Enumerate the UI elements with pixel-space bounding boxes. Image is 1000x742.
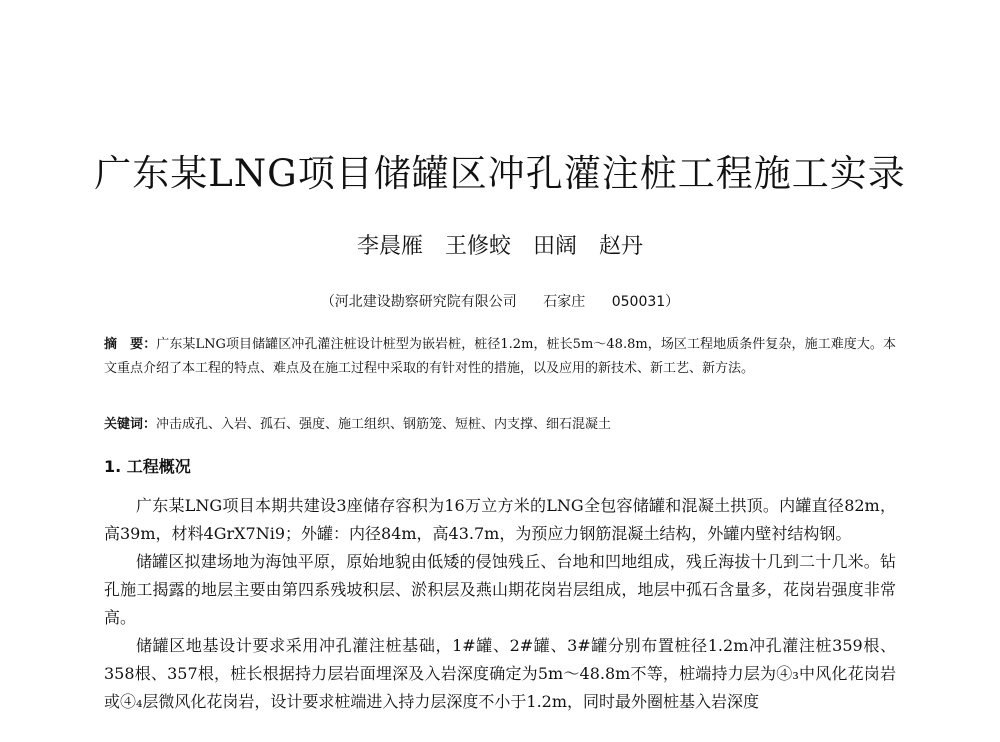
body-paragraph: 广东某LNG项目本期共建设3座储存容积为16万立方米的LNG全包容储罐和混凝土拱顶。内罐直径82m，高39m，材料4GrX7Ni9；外罐：内径84m，高43.7m，为预应力钢筋混凝土结构，外罐内壁衬结构钢。 <box>104 496 896 543</box>
affiliation-postcode: 050031） <box>611 294 680 310</box>
keywords-label: 关键词： <box>104 417 157 432</box>
section-body <box>104 492 896 716</box>
abstract-label: 摘 要： <box>104 337 157 352</box>
body-paragraph: 储罐区地基设计要求采用冲孔灌注桩基础，1#罐、2#罐、3#罐分别布置桩径1.2m冲孔灌注桩359根、358根、357根，桩长根据持力层岩面埋深及入岩深度确定为5m～48.8m不等，桩端持力层为④₃中风化花岗岩或④₄层微风化花岗岩，设计要求桩端进入持力层深度不小于1.2m，同时最外圈桩基入岩深度 <box>104 636 896 711</box>
author-list: 李晨雁 王修蛟 田阔 赵丹 <box>356 234 643 259</box>
affiliation-city: 石家庄 <box>543 294 586 310</box>
affiliation-line <box>0 292 1000 312</box>
abstract <box>104 333 896 381</box>
abstract-text: 广东某LNG项目储罐区冲孔灌注桩设计桩型为嵌岩桩，桩径1.2m，桩长5m～48.8m，场区工程地质条件复杂，施工难度大。本文重点介绍了本工程的特点、难点及在施工过程中采取的有针对性的措施，以及应用的新技术、新工艺、新方法。 <box>104 337 896 376</box>
body-paragraph: 储罐区拟建场地为海蚀平原，原始地貌由低矮的侵蚀残丘、台地和凹地组成，残丘海拔十几到二十几米。钻孔施工揭露的地层主要由第四系残坡积层、淤积层及燕山期花岗岩层组成，地层中孤石含量多，花岗岩强度非常高。 <box>104 552 896 627</box>
section-heading: 1. 工程概况 <box>104 457 191 476</box>
paper-title: 广东某LNG项目储罐区冲孔灌注桩工程施工实录 <box>94 152 906 195</box>
affiliation-org: （河北建设勘察研究院有限公司 <box>320 294 517 310</box>
keywords <box>104 413 896 437</box>
keywords-text: 冲击成孔、入岩、孤石、强度、施工组织、钢筋笼、短桩、内支撑、细石混凝土 <box>156 417 612 432</box>
